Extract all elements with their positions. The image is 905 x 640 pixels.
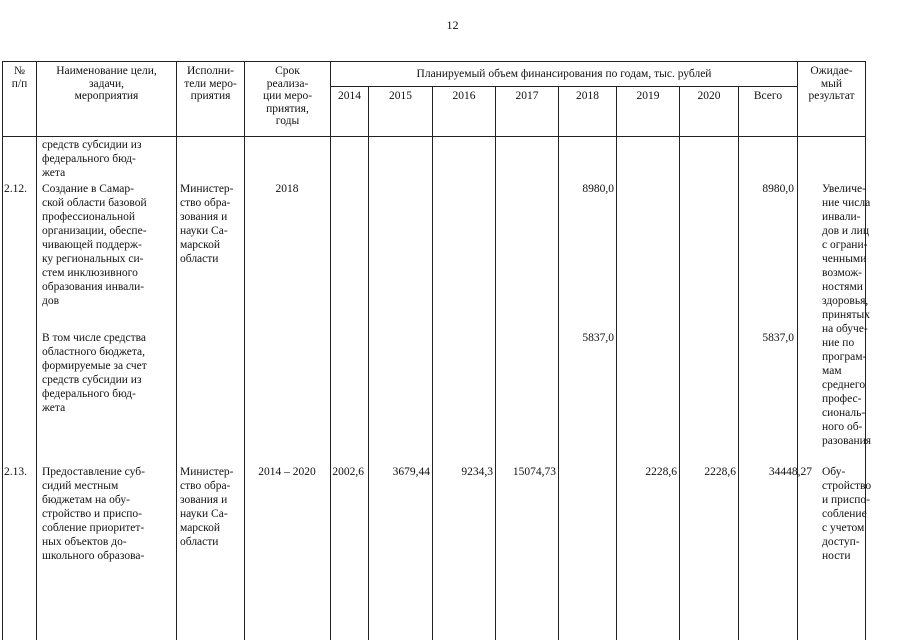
table-header xyxy=(2,61,866,137)
row-value-2017: 15074,73 xyxy=(512,466,556,478)
header-name: Наименование цели, задачи, мероприятия xyxy=(56,65,157,102)
row-num: 2.13. xyxy=(4,466,27,478)
column-divider xyxy=(432,136,433,640)
column-divider xyxy=(368,136,369,640)
row-value-2019: 2228,6 xyxy=(645,466,677,478)
column-divider xyxy=(176,136,177,640)
column-divider xyxy=(558,136,559,640)
row-name: Предоставление суб- сидий местным бюджетам на обу- стройство и приспо- собление приоритет- ных объектов до- школьного образова- xyxy=(42,466,145,562)
column-divider xyxy=(679,136,680,640)
header-term-cell xyxy=(245,62,331,137)
column-divider xyxy=(36,136,37,640)
header-year-2017: 2017 xyxy=(496,87,559,137)
row-name: В том числе средства областного бюджета, формируемые за счет средств субсидии из федерального бюд- жета xyxy=(42,332,147,414)
row-value-2018: 8980,0 xyxy=(582,183,614,195)
header-name-cell xyxy=(37,62,177,137)
row-result: Увеличе- ние числа инвали- дов и лиц с ограни- ченными возмож- ностями здоровья, принятых на обуче- ние по програм- мам среднего профес- сиональ- ного об- разования xyxy=(822,183,872,447)
row-value-2020: 2228,6 xyxy=(704,466,736,478)
row-value-total: 8980,0 xyxy=(762,183,794,195)
header-year-2018: 2018 xyxy=(559,87,617,137)
row-value-2015: 3679,44 xyxy=(392,466,430,478)
header-num: № п/п xyxy=(11,65,28,90)
header-year-2015: 2015 xyxy=(369,87,433,137)
column-divider xyxy=(244,136,245,640)
row-num: 2.12. xyxy=(4,183,27,195)
column-divider xyxy=(2,136,3,640)
column-divider xyxy=(330,136,331,640)
header-year-2019: 2019 xyxy=(617,87,680,137)
header-year-total: Всего xyxy=(739,87,798,137)
row-term: 2014 – 2020 xyxy=(258,466,316,478)
header-financing-cell xyxy=(331,62,798,87)
row-name: Создание в Самар- ской области базовой профессиональной организации, обеспе- чивающей поддерж- ку региональных си- стем инклюзивного образования инвали- дов xyxy=(42,183,147,307)
column-divider xyxy=(616,136,617,640)
row-value-total: 34448,27 xyxy=(768,466,812,478)
header-executor-cell xyxy=(177,62,245,137)
header-result-cell xyxy=(798,62,866,137)
row-executor: Министер- ство обра- зования и науки Са- марской области xyxy=(180,183,234,265)
row-executor: Министер- ство обра- зования и науки Са- марской области xyxy=(180,466,234,548)
header-executor: Исполни- тели меро- приятия xyxy=(184,65,237,102)
row-value-2016: 9234,3 xyxy=(461,466,493,478)
row-value-2018: 5837,0 xyxy=(582,332,614,344)
header-financing: Планируемый объем финансирования по годам, тыс. рублей xyxy=(416,67,712,80)
header-num-cell xyxy=(3,62,37,137)
header-term: Срок реализа- ции меро- приятия, годы xyxy=(262,65,313,127)
row-result: Обу- стройство и приспо- собление с учетом доступ- ности xyxy=(822,466,872,562)
header-year-2014: 2014 xyxy=(331,87,369,137)
page-number: 12 xyxy=(446,18,459,32)
header-year-2020: 2020 xyxy=(680,87,739,137)
column-divider xyxy=(495,136,496,640)
column-divider xyxy=(738,136,739,640)
header-year-2016: 2016 xyxy=(433,87,496,137)
column-divider xyxy=(797,136,798,640)
carryover-text: средств субсидии из федерального бюд- жета xyxy=(42,139,142,179)
row-value-2014: 2002,6 xyxy=(332,466,364,478)
row-value-total: 5837,0 xyxy=(762,332,794,344)
row-term: 2018 xyxy=(275,183,299,195)
header-result: Ожидае- мый результат xyxy=(808,65,855,102)
